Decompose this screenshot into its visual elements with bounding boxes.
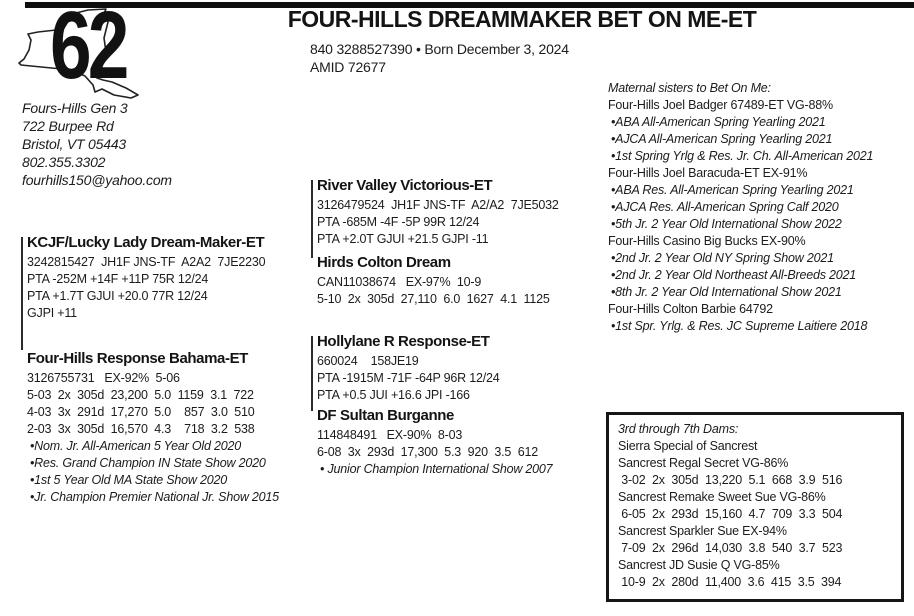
pedigree-line: PTA -252M +14F +11P 75R 12/24 xyxy=(27,272,209,286)
dams-sire-block xyxy=(317,333,500,404)
pedigree-line: 3126755731 EX-92% 5-06 xyxy=(27,371,180,385)
sires-dam-lines xyxy=(317,274,550,308)
pedigree-bracket-line xyxy=(311,180,313,258)
pedigree-bracket-line xyxy=(311,336,313,411)
sire-block xyxy=(27,234,265,322)
pedigree-line: 3242815427 JH1F JNS-TF A2A2 7JE2230 xyxy=(27,255,266,269)
pedigree-line: 660024 158JE19 xyxy=(317,354,419,368)
consignor-line: 722 Burpee Rd xyxy=(22,118,114,134)
dams-sire-name: Hollylane R Response-ET xyxy=(317,333,490,350)
amid-line: AMID 72677 xyxy=(310,59,386,75)
dams-box-line: Sancrest Remake Sweet Sue VG-86% xyxy=(618,490,826,504)
maternal-sister-line: Four-Hills Joel Badger 67489-ET VG-88% xyxy=(608,98,833,112)
pedigree-line: •Nom. Jr. All-American 5 Year Old 2020 xyxy=(30,439,241,453)
sire-lines xyxy=(27,254,265,322)
pedigree-line: PTA +1.7T GJUI +20.0 77R 12/24 xyxy=(27,289,208,303)
pedigree-line: PTA -1915M -71F -64P 96R 12/24 xyxy=(317,371,500,385)
dams-box-line: 3rd through 7th Dams: xyxy=(618,422,739,436)
dams-box-line: 6-05 2x 293d 15,160 4.7 709 3.3 504 xyxy=(618,507,843,521)
pedigree-line: 4-03 3x 291d 17,270 5.0 857 3.0 510 xyxy=(27,405,255,419)
pedigree-line: 5-10 2x 305d 27,110 6.0 1627 4.1 1125 xyxy=(317,292,550,306)
sires-dam-name: Hirds Colton Dream xyxy=(317,254,451,271)
consignor-block xyxy=(22,99,172,189)
maternal-sister-line: Four-Hills Colton Barbie 64792 xyxy=(608,302,773,316)
maternal-sister-line: •1st Spr. Yrlg. & Res. JC Supreme Laitiere 2018 xyxy=(611,319,868,333)
consignor-line: Fours-Hills Gen 3 xyxy=(22,100,128,116)
sires-sire-lines xyxy=(317,197,559,248)
consignor-line: Bristol, VT 05443 xyxy=(22,136,126,152)
dam-block xyxy=(27,350,279,506)
sires-sire-name: River Valley Victorious-ET xyxy=(317,177,493,194)
maternal-sister-line: •AJCA All-American Spring Yearling 2021 xyxy=(611,132,833,146)
dams-box xyxy=(606,412,904,602)
pedigree-line: •1st 5 Year Old MA State Show 2020 xyxy=(30,473,228,487)
maternal-sister-line: •2nd Jr. 2 Year Old NY Spring Show 2021 xyxy=(611,251,834,265)
dams-dam-name: DF Sultan Burganne xyxy=(317,407,454,424)
maternal-sister-line: •8th Jr. 2 Year Old International Show 2021 xyxy=(611,285,842,299)
lot-badge xyxy=(12,0,148,106)
dam-lines xyxy=(27,370,279,506)
pedigree-line: PTA -685M -4F -5P 99R 12/24 xyxy=(317,215,480,229)
pedigree-line: PTA +0.5 JUI +16.6 JPI -166 xyxy=(317,388,470,402)
lot-number: 62 xyxy=(50,0,126,99)
dams-box-line: Sancrest Regal Secret VG-86% xyxy=(618,456,789,470)
maternal-sister-line: Four-Hills Joel Baracuda-ET EX-91% xyxy=(608,166,808,180)
dams-box-line: 3-02 2x 305d 13,220 5.1 668 3.9 516 xyxy=(618,473,843,487)
maternal-sister-line: •2nd Jr. 2 Year Old Northeast All-Breeds 2021 xyxy=(611,268,857,282)
consignor-line: fourhills150@yahoo.com xyxy=(22,172,172,188)
pedigree-line: 114848491 EX-90% 8-03 xyxy=(317,428,463,442)
dams-box-line: Sierra Special of Sancrest xyxy=(618,439,758,453)
pedigree-line: 6-08 3x 293d 17,300 5.3 920 3.5 612 xyxy=(317,445,538,459)
dams-box-line: Sancrest JD Susie Q VG-85% xyxy=(618,558,780,572)
pedigree-line: 5-03 2x 305d 23,200 5.0 1159 3.1 722 xyxy=(27,388,254,402)
page-title: FOUR-HILLS DREAMMAKER BET ON ME-ET xyxy=(287,6,757,32)
maternal-sisters-block xyxy=(608,80,910,335)
pedigree-line: 3126479524 JH1F JNS-TF A2/A2 7JE5032 xyxy=(317,198,559,212)
dams-dam-block xyxy=(317,407,552,478)
dams-sire-lines xyxy=(317,353,500,404)
animal-id-line: 840 3288527390 • Born December 3, 2024 xyxy=(310,41,569,57)
pedigree-line: PTA +2.0T GJUI +21.5 GJPI -11 xyxy=(317,232,489,246)
dams-box-line: 10-9 2x 280d 11,400 3.6 415 3.5 394 xyxy=(618,575,842,589)
maternal-sister-line: •ABA Res. All-American Spring Yearling 2021 xyxy=(611,183,854,197)
maternal-sister-line: •5th Jr. 2 Year Old International Show 2022 xyxy=(611,217,842,231)
dams-box-line: Sancrest Sparkler Sue EX-94% xyxy=(618,524,787,538)
pedigree-line: GJPI +11 xyxy=(27,306,77,320)
sires-dam-block xyxy=(317,254,550,308)
sire-name: KCJF/Lucky Lady Dream-Maker-ET xyxy=(27,234,265,251)
dam-name: Four-Hills Response Bahama-ET xyxy=(27,350,248,367)
pedigree-line: •Jr. Champion Premier National Jr. Show 2015 xyxy=(30,490,279,504)
pedigree-bracket-line xyxy=(21,237,23,350)
dams-box-line: 7-09 2x 296d 14,030 3.8 540 3.7 523 xyxy=(618,541,843,555)
maternal-sister-line: Four-Hills Casino Big Bucks EX-90% xyxy=(608,234,806,248)
maternal-sister-line: Maternal sisters to Bet On Me: xyxy=(608,81,771,95)
maternal-sister-line: •ABA All-American Spring Yearling 2021 xyxy=(611,115,826,129)
pedigree-line: •Res. Grand Champion IN State Show 2020 xyxy=(30,456,266,470)
sires-sire-block xyxy=(317,177,559,248)
maternal-sister-line: •1st Spring Yrlg & Res. Jr. Ch. All-American 2021 xyxy=(611,149,874,163)
maternal-sister-line: •AJCA Res. All-American Spring Calf 2020 xyxy=(611,200,839,214)
consignor-line: 802.355.3302 xyxy=(22,154,106,170)
dams-dam-lines xyxy=(317,427,552,478)
pedigree-line: 2-03 3x 305d 16,570 4.3 718 3.2 538 xyxy=(27,422,255,436)
pedigree-line: • Junior Champion International Show 2007 xyxy=(320,462,553,476)
pedigree-line: CAN11038674 EX-97% 10-9 xyxy=(317,275,482,289)
